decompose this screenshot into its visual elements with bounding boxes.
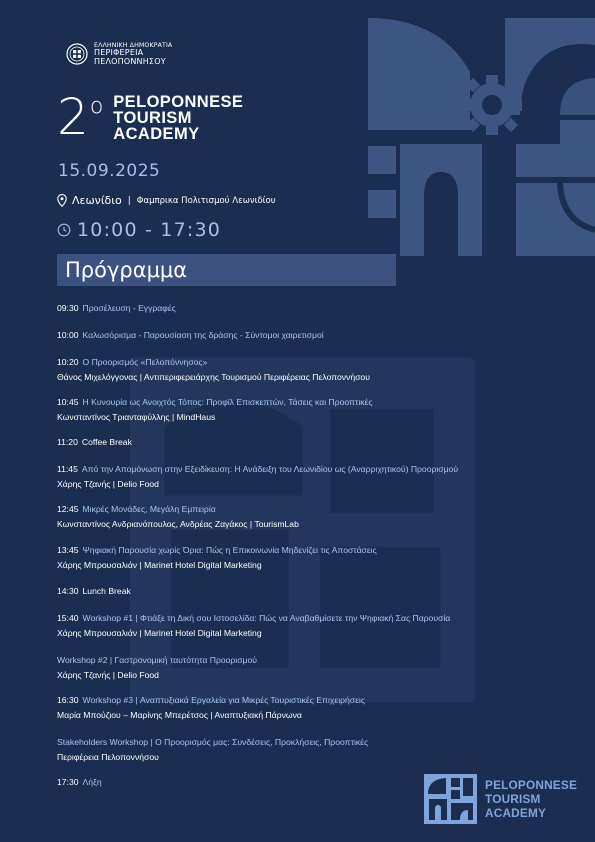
item-title: Lunch Break bbox=[82, 586, 131, 596]
item-time: 15:40 bbox=[57, 613, 79, 623]
footer-line-1: PELOPONNESE bbox=[485, 778, 578, 792]
event-time bbox=[57, 219, 221, 241]
schedule-item bbox=[57, 329, 324, 341]
logo-line-2: ΠΕΡΙΦΕΡΕΙΑ bbox=[94, 48, 144, 58]
schedule-item bbox=[57, 585, 131, 597]
item-title: Λήξη bbox=[82, 777, 102, 787]
item-presenter: Κωνσταντίνος Τριανταφύλλης | MindHaus bbox=[57, 412, 216, 422]
schedule-item bbox=[57, 776, 102, 788]
item-title: Ψηφιακή Παρουσία χωρίς Όρια: Πώς η Επικοινωνία Μηδενίζει τις Αποστάσεις bbox=[82, 545, 377, 555]
item-title: Μικρές Μονάδες, Μεγάλη Εμπειρία bbox=[82, 504, 216, 514]
edition-superscript: ο bbox=[89, 94, 104, 119]
item-title: Workshop #1 | Φτιάξε τη Δική σου Ιστοσελίδα: Πώς να Αναβαθμίσετε την Ψηφιακή Σας Παρουσία bbox=[82, 613, 451, 623]
item-presenter: Περιφέρεια Πελοποννήσου bbox=[57, 752, 159, 762]
item-title: Coffee Break bbox=[81, 437, 132, 447]
item-presenter: Κωνσταντίνος Ανδριανόπουλος, Ανδρέας Ζαγάκος | TourismLab bbox=[57, 519, 299, 529]
logo-line-1: ΕΛΛΗΝΙΚΗ ΔΗΜΟΚΡΑΤΙΑ bbox=[94, 41, 173, 49]
schedule-item bbox=[57, 436, 132, 448]
schedule-item bbox=[57, 544, 377, 571]
item-title: Η Κυνουρία ως Ανοιχτός Τόπος: Προφίλ Επισκεπτών, Τάσεις και Προοπτικές bbox=[82, 397, 373, 407]
program-heading: Πρόγραμμα bbox=[57, 254, 396, 286]
item-title: Workshop #3 | Αναπτυξιακά Εργαλεία για Μικρές Τουριστικές Επιχειρήσεις bbox=[82, 695, 365, 705]
item-time: 12:45 bbox=[57, 504, 79, 514]
item-time: 13:45 bbox=[57, 545, 79, 555]
edition-number: 2 bbox=[57, 88, 88, 146]
event-date: 15.09.2025 bbox=[58, 161, 161, 181]
item-title: Ο Προορισμός «Πελοπόννησος» bbox=[82, 357, 208, 367]
schedule-item bbox=[57, 463, 458, 490]
clock-icon bbox=[57, 223, 71, 237]
region-logo bbox=[66, 41, 172, 67]
footer-line-3: ACADEMY bbox=[485, 806, 547, 820]
title-line-3: ACADEMY bbox=[113, 125, 200, 143]
item-time: 14:30 bbox=[57, 586, 79, 596]
title-line-2: TOURISM bbox=[113, 109, 192, 127]
time-range: 10:00 - 17:30 bbox=[77, 219, 222, 241]
schedule-item bbox=[57, 396, 373, 423]
item-time: 11:20 bbox=[57, 437, 78, 447]
schedule-item bbox=[57, 356, 370, 383]
item-title: Από την Απομόνωση στην Εξειδίκευση: Η Ανάδειξη του Λεωνιδίου ως (Αναρριχητικού) Προορισμού bbox=[81, 464, 459, 474]
event-title bbox=[57, 88, 244, 146]
item-time: 10:00 bbox=[57, 330, 79, 340]
item-time: 11:45 bbox=[57, 464, 78, 474]
schedule-item bbox=[57, 503, 299, 530]
academy-mark-icon bbox=[424, 774, 477, 824]
item-presenter: Χάρης Μπρουσαλιάν | Marinet Hotel Digital Marketing bbox=[57, 560, 262, 570]
item-presenter: Θάνος Μιχελόγγονας | Αντιπεριφερειάρχης Τουρισμού Περιφέρειας Πελοποννήσου bbox=[57, 372, 370, 382]
item-title: Προσέλευση - Εγγραφές bbox=[82, 303, 176, 313]
location-separator: | bbox=[127, 195, 131, 206]
item-time: 16:30 bbox=[57, 695, 79, 705]
event-location bbox=[57, 194, 276, 207]
item-title: Καλωσόρισμα - Παρουσίαση της δράσης - Σύντομοι χαιρετισμοί bbox=[82, 330, 324, 340]
schedule-item bbox=[57, 612, 450, 639]
footer-line-2: TOURISM bbox=[485, 792, 541, 806]
schedule-item bbox=[57, 302, 176, 314]
item-time: 09:30 bbox=[57, 303, 79, 313]
title-line-1: PELOPONNESE bbox=[113, 93, 244, 111]
location-venue: Φαμπρικα Πολιτισμού Λεωνιδίου bbox=[136, 195, 276, 206]
item-presenter: Χάρης Μπρουσαλιάν | Marinet Hotel Digital Marketing bbox=[57, 628, 262, 638]
schedule-item bbox=[57, 654, 257, 681]
item-presenter: Μαρία Μπούζιου – Μαρίνης Μπερέτσος | Αναπτυξιακή Πάρνωνα bbox=[57, 710, 302, 720]
item-time: 10:20 bbox=[57, 357, 79, 367]
location-city: Λεωνίδιο bbox=[72, 194, 122, 207]
item-title: Workshop #2 | Γαστρονομική ταυτότητα Προορισμού bbox=[57, 655, 257, 665]
greek-emblem-icon bbox=[66, 41, 88, 67]
map-pin-icon bbox=[57, 194, 67, 207]
academy-logo bbox=[424, 774, 577, 824]
item-time: 17:30 bbox=[57, 777, 79, 787]
item-time: 10:45 bbox=[57, 397, 79, 407]
schedule-item bbox=[57, 736, 368, 763]
item-presenter: Χάρης Τζανής | Delio Food bbox=[57, 670, 159, 680]
item-title: Stakeholders Workshop | Ο Προορισμός μας: Συνδέσεις, Προκλήσεις, Προοπτικές bbox=[57, 737, 369, 747]
item-presenter: Χάρης Τζανής | Delio Food bbox=[57, 479, 159, 489]
schedule-item bbox=[57, 694, 365, 721]
logo-line-3: ΠΕΛΟΠΟΝΝΗΣΟΥ bbox=[94, 56, 166, 66]
